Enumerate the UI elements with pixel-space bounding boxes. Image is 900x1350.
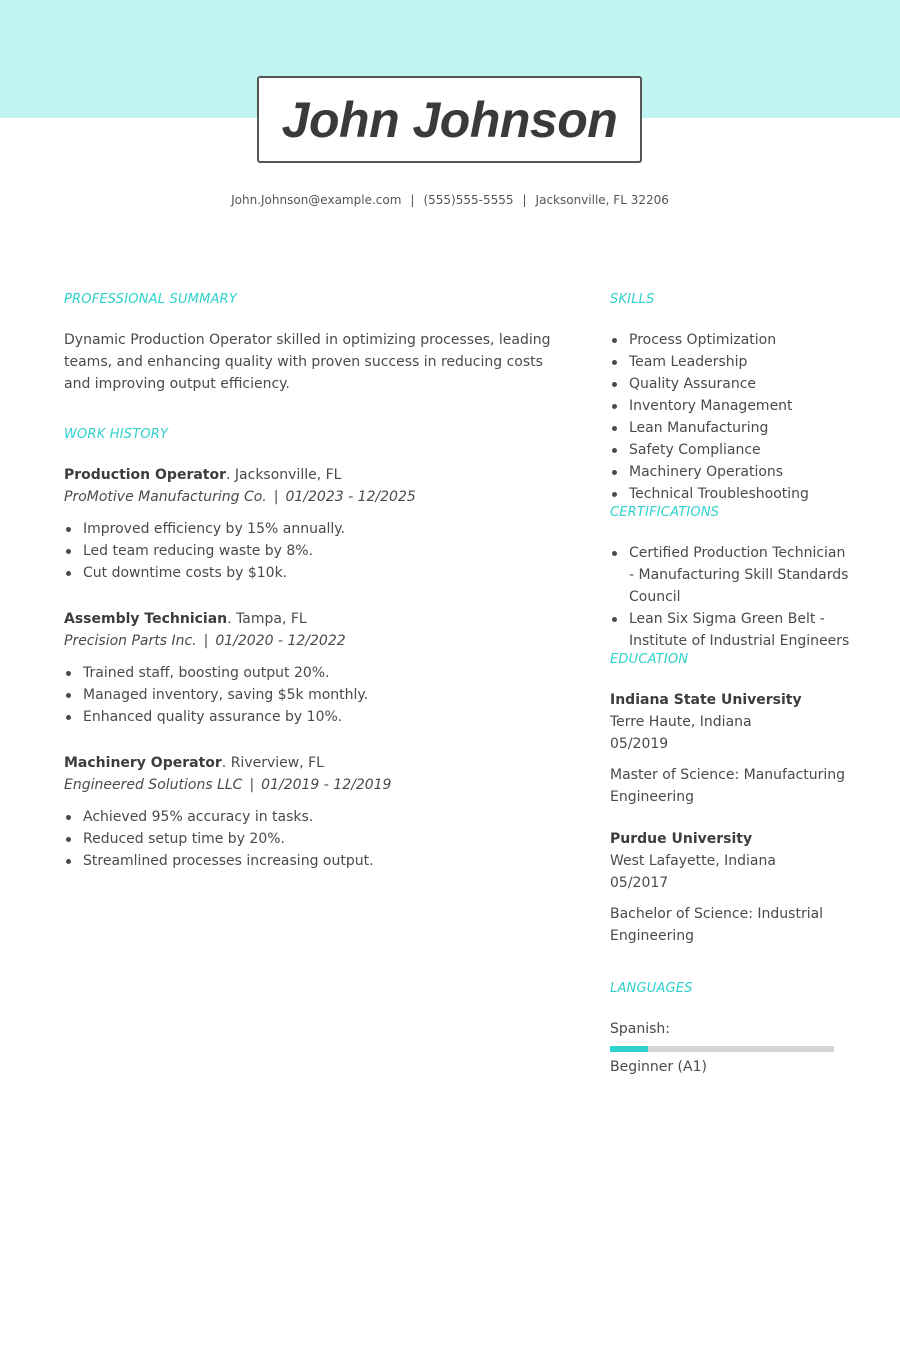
work-history-heading: WORK HISTORY: [64, 427, 169, 442]
job-bullet: Achieved 95% accuracy in tasks.: [64, 806, 554, 828]
summary-text: Dynamic Production Operator skilled in optimizing processes, leading teams, and enhancing quality with proven success in reducing costs and improving output efficiency.: [64, 332, 551, 392]
education-location: West Lafayette, Indiana: [610, 853, 776, 869]
education-heading: EDUCATION: [610, 652, 689, 667]
job-company: ProMotive Manufacturing Co.: [64, 489, 267, 505]
contact-line: [0, 193, 900, 207]
job-bullet: Enhanced quality assurance by 10%.: [64, 706, 554, 728]
summary-heading: PROFESSIONAL SUMMARY: [64, 292, 237, 307]
job-bullet: Managed inventory, saving $5k monthly.: [64, 684, 554, 706]
job-company-line: [64, 486, 554, 508]
name-box: [257, 76, 642, 163]
certification-item: Lean Six Sigma Green Belt - Institute of Industrial Engineers: [610, 608, 850, 652]
job-bullets: [64, 806, 554, 872]
job-company-line: [64, 630, 554, 652]
education-school: Indiana State University: [610, 692, 802, 708]
education-entry: [610, 828, 850, 947]
job-location: . Riverview, FL: [221, 755, 324, 771]
education-degree: Master of Science: Manufacturing Engineering: [610, 767, 846, 805]
education-location: Terre Haute, Indiana: [610, 714, 752, 730]
job-bullet: Trained staff, boosting output 20%.: [64, 662, 554, 684]
language-proficiency-bar: [610, 1046, 834, 1052]
job-company: Precision Parts Inc.: [64, 633, 197, 649]
education-entry: [610, 689, 850, 808]
certifications-list: [610, 542, 850, 652]
candidate-name: John Johnson: [281, 91, 618, 148]
education-degree: Bachelor of Science: Industrial Engineering: [610, 906, 824, 944]
phone: (555)555-5555: [423, 193, 514, 207]
job-dates: 01/2023 - 12/2025: [285, 489, 416, 505]
education-date: 05/2019: [610, 736, 669, 752]
contact-separator: |: [522, 193, 527, 207]
education-date: 05/2017: [610, 875, 669, 891]
contact-separator: |: [410, 193, 415, 207]
job-separator: |: [273, 489, 279, 505]
job-entry: [64, 608, 554, 728]
language-level: Beginner (A1): [610, 1059, 707, 1075]
language-name: Spanish:: [610, 1021, 670, 1037]
job-location: . Jacksonville, FL: [226, 467, 342, 483]
language-entry: [610, 1018, 850, 1078]
skill-item: Team Leadership: [610, 351, 850, 373]
skill-item: Process Optimization: [610, 329, 850, 351]
job-entry: [64, 464, 554, 584]
certifications-heading: CERTIFICATIONS: [610, 505, 720, 520]
skill-item: Machinery Operations: [610, 461, 850, 483]
job-bullet: Cut downtime costs by $10k.: [64, 562, 554, 584]
education-school: Purdue University: [610, 831, 753, 847]
job-separator: |: [249, 777, 255, 793]
job-bullet: Streamlined processes increasing output.: [64, 850, 554, 872]
left-column: [64, 292, 554, 896]
job-separator: |: [203, 633, 209, 649]
skill-item: Safety Compliance: [610, 439, 850, 461]
job-dates: 01/2020 - 12/2022: [215, 633, 346, 649]
job-dates: 01/2019 - 12/2019: [261, 777, 392, 793]
job-title-line: [64, 608, 554, 630]
job-title: Assembly Technician: [64, 611, 228, 627]
job-company-line: [64, 774, 554, 796]
skill-item: Quality Assurance: [610, 373, 850, 395]
job-bullets: [64, 518, 554, 584]
job-bullet: Reduced setup time by 20%.: [64, 828, 554, 850]
job-title-line: [64, 752, 554, 774]
languages-heading: LANGUAGES: [610, 981, 693, 996]
email: John.Johnson@example.com: [231, 193, 402, 207]
job-bullets: [64, 662, 554, 728]
skills-heading: SKILLS: [610, 292, 655, 307]
skills-list: [610, 329, 850, 505]
right-column: [610, 292, 850, 1078]
certification-item: Certified Production Technician - Manufacturing Skill Standards Council: [610, 542, 850, 608]
job-bullet: Led team reducing waste by 8%.: [64, 540, 554, 562]
job-entry: [64, 752, 554, 872]
job-title-line: [64, 464, 554, 486]
language-proficiency-fill: [610, 1046, 648, 1052]
skill-item: Lean Manufacturing: [610, 417, 850, 439]
job-location: . Tampa, FL: [227, 611, 307, 627]
job-bullet: Improved efficiency by 15% annually.: [64, 518, 554, 540]
skill-item: Technical Troubleshooting: [610, 483, 850, 505]
job-company: Engineered Solutions LLC: [64, 777, 243, 793]
job-title: Production Operator: [64, 467, 227, 483]
skill-item: Inventory Management: [610, 395, 850, 417]
location: Jacksonville, FL 32206: [535, 193, 669, 207]
job-title: Machinery Operator: [64, 755, 222, 771]
